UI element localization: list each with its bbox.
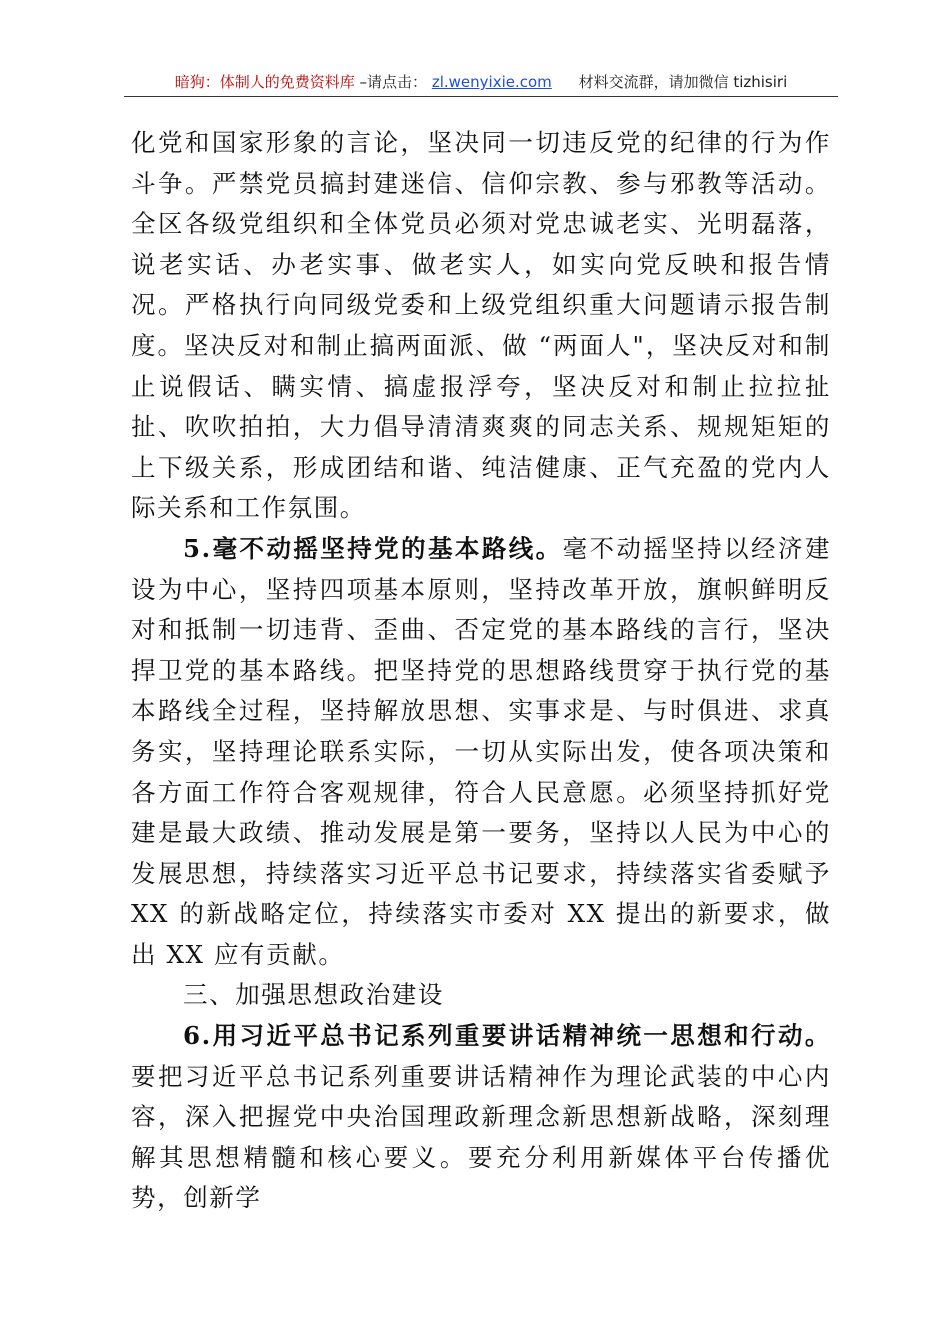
- header-prompt: –请点击：: [359, 73, 428, 91]
- item-6-heading: 6.用习近平总书记系列重要讲话精神统一思想和行动。: [183, 1021, 831, 1051]
- header-contact: 材料交流群，请加微信 tizhisiri: [578, 73, 788, 91]
- item-5-heading: 5.毫不动摇坚持党的基本路线。: [183, 533, 563, 563]
- paragraph-item-5: [131, 529, 831, 976]
- paragraph-continuation: 化党和国家形象的言论，坚决同一切违反党的纪律的行为作斗争。严禁党员搞封建迷信、信仰宗教、参与邪教等活动。全区各级党组织和全体党员必须对党忠诚老实、光明磊落，说老实话、办老实事、做老实人，如实向党反映和报告情况。严格执行向同级党委和上级党组织重大问题请示报告制度。坚决反对和制止搞两面派、做 “两面人"，坚决反对和制止说假话、瞒实情、搞虚报浮夸，坚决反对和制止拉拉扯扯、吹吹拍拍，大力倡导清清爽爽的同志关系、规规矩矩的上下级关系，形成团结和谐、纯洁健康、正气充盈的党内人际关系和工作氛围。: [131, 128, 831, 523]
- paragraph-item-6: [131, 1016, 831, 1219]
- header-link[interactable]: zl.wenyixie.com: [431, 73, 552, 91]
- document-body: [131, 123, 831, 1219]
- item-6-body: 要把习近平总书记系列重要讲话精神作为理论武装的中心内容，深入把握党中央治国理政新理念新思想新战略，深刻理解其思想精髓和核心要义。要充分利用新媒体平台传播优势，创新学: [131, 1061, 831, 1213]
- header-brand: 暗狗：体制人的免费资料库: [174, 73, 355, 91]
- page-header: [124, 70, 838, 94]
- item-5-body: 毫不动摇坚持以经济建设为中心，坚持四项基本原则，坚持改革开放，旗帜鲜明反对和抵制一切违背、歪曲、否定党的基本路线的言行，坚决捍卫党的基本路线。把坚持党的思想路线贯穿于执行党的基本路线全过程，坚持解放思想、实事求是、与时俱进、求真务实，坚持理论联系实际，一切从实际出发，使各项决策和各方面工作符合客观规律，符合人民意愿。必须坚持抓好党建是最大政绩、推动发展是第一要务，坚持以人民为中心的发展思想，持续落实习近平总书记要求，持续落实省委赋予 XX 的新战略定位，持续落实市委对 XX 提出的新要求，做出 XX 应有贡献。: [131, 533, 831, 969]
- header-divider: [124, 96, 838, 97]
- section-3-title: 三、加强思想政治建设: [183, 980, 444, 1010]
